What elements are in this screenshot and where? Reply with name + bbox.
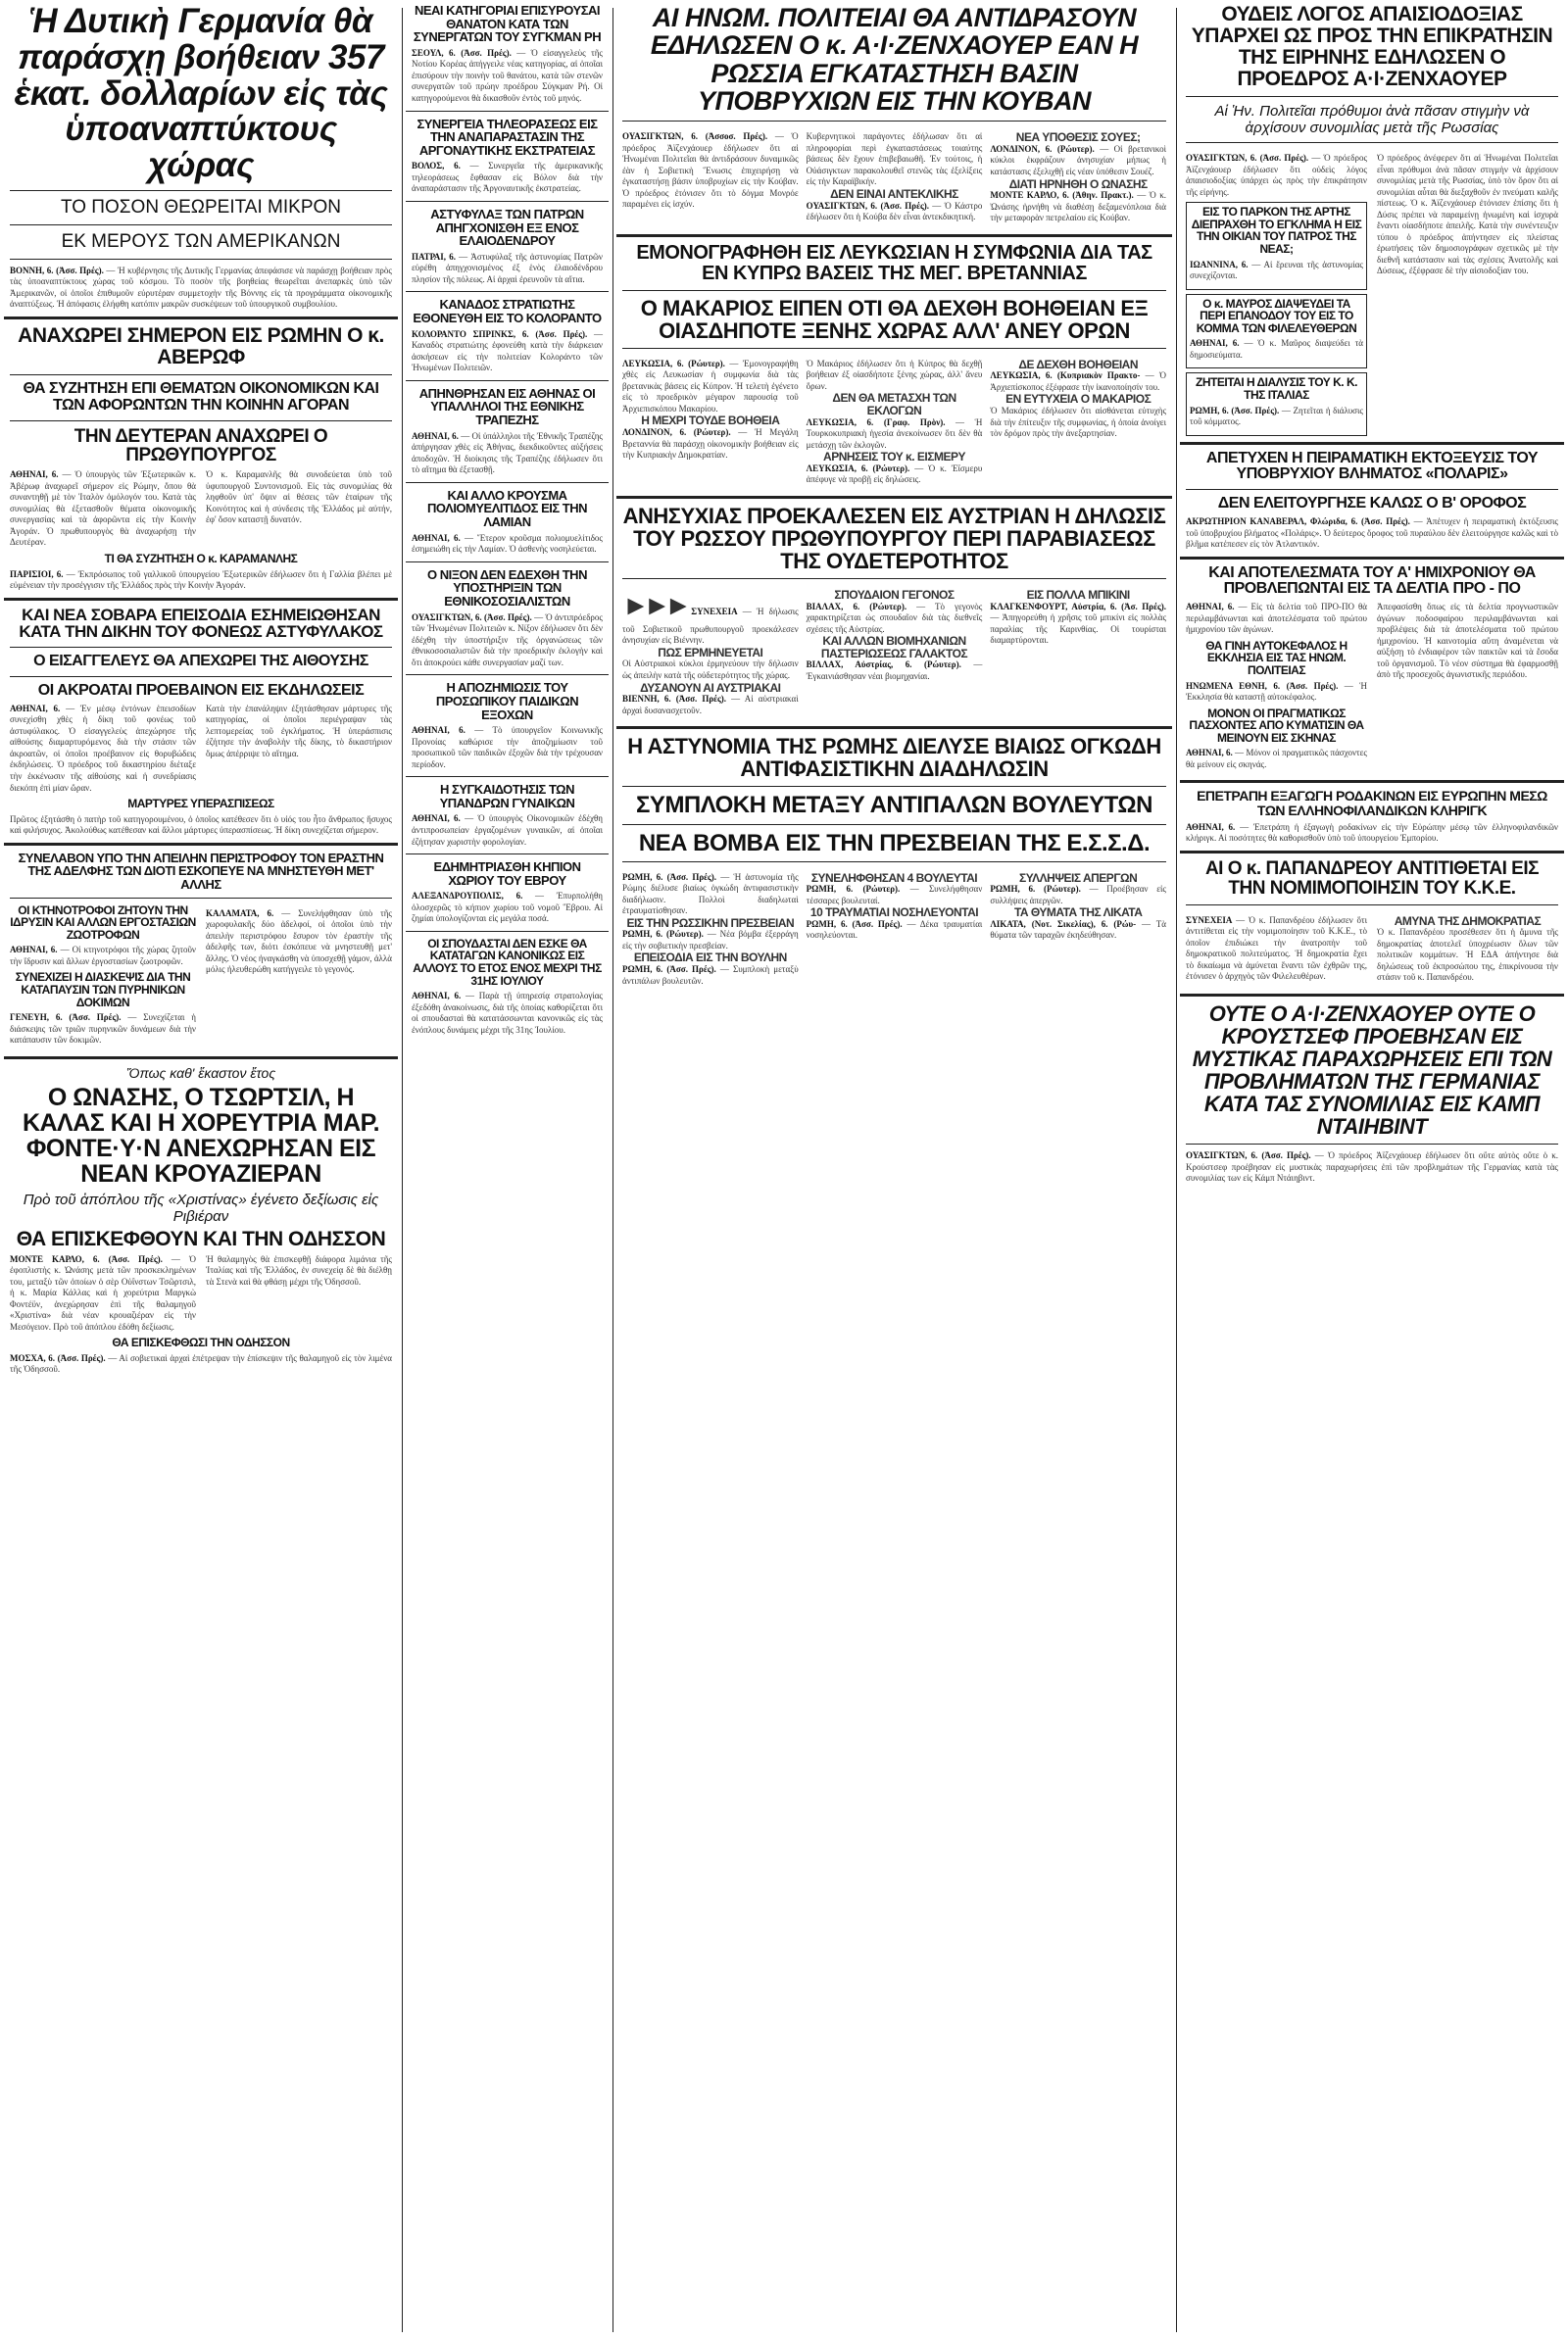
article-body: ΣΥΝΕΛΗΦΘΗΣΑΝ 4 ΒΟΥΛΕΥΤΑΙ ΡΩΜΗ, 6. (Ρώυτερ). — Συνελήφθησαν τέσσαρες βουλευταί. 10 ΤΡΑΥΜΑΤΙΑΙ ΝΟΣΗΛΕΥΟΝΤΑΙ ΡΩΜΗ, 6. (Ἀσσ. Πρές). — Δέκα τραυματίαι νοσηλεύονται. (806, 870, 983, 941)
subheadline: ΤΑ ΘΥΜΑΤΑ ΤΗΣ ΛΙΚΑΤΑ (1013, 905, 1143, 920)
headline-rome-police: Η ΑΣΤΥΝΟΜΙΑ ΤΗΣ ΡΩΜΗΣ ΔΙΕΛΥΣΕ ΒΙΑΙΩΣ ΟΓΚΩΔΗ ΑΝΤΙΦΑΣΙΣΤΙΚΗΝ ΔΙΑΔΗΛΩΣΙΝ (627, 734, 1161, 782)
subheadline: ΣΠΟΥΔΑΙΟΝ ΓΕΓΟΝΟΣ (834, 588, 955, 603)
article-body: ΑΘΗΝΑΙ, 6. — Μόνον οἱ πραγματικῶς πάσχοντες θὰ μείνουν εἰς σκηνάς. (1186, 748, 1367, 769)
headline-seoul: ΝΕΑΙ ΚΑΤΗΓΟΡΙΑΙ ΕΠΙΣΥΡΟΥΣΑΙ ΘΑΝΑΤΟΝ ΚΑΤΑ ΤΩΝ ΣΥΝΕΡΓΑΤΩΝ ΤΟΥ ΣΥΓΚΜΑΝ ΡΗ (413, 3, 602, 45)
article-body: ΑΛΕΞΑΝΔΡΟΥΠΟΛΙΣ, 6. — Ἐπυρπολήθη ὁλοσχερῶς τὸ κήπιον χωρίου τοῦ νομοῦ Ἕβρου. Αἱ ζημίαι ὑπολογίζονται εἰς μεγάλα ποσά. (412, 891, 603, 924)
headline-austria-neutrality: ΑΝΗΣΥΧΙΑΣ ΠΡΟΕΚΑΛΕΣΕΝ ΕΙΣ ΑΥΣΤΡΙΑΝ Η ΔΗΛΩΣΙΣ ΤΟΥ ΡΩΣΣΟΥ ΠΡΩΘΥΠΟΥΡΓΟΥ ΠΕΡΙ ΠΑΡΑΒΙΑΣΕΩΣ ΤΗΣ ΟΥΔΕΤΕΡΟΤΗΤΟΣ (622, 503, 1166, 573)
article-body: ΑΘΗΝΑΙ, 6. — Οἱ ὑπάλληλοι τῆς Ἐθνικῆς Τραπέζης ἀπήργησαν χθὲς εἰς Ἀθήνας, διεκδικοῦντες αὐξήσεις ἀποδοχῶν. Ἡ διοίκησις τῆς Τραπέζης ἐδήλωσεν ὅτι τὸ αἴτημα θὰ ἐξετασθῇ. (412, 430, 604, 475)
subheadline: ΝΕΑ ΒΟΜΒΑ ΕΙΣ ΤΗΝ ΠΡΕΣΒΕΙΑΝ ΤΗΣ Ε.Σ.Σ.Δ. (638, 829, 1151, 856)
headline-evros: ΕΔΗΜΗΤΡΙΑΣΘΗ ΚΗΠΙΟΝ ΧΩΡΙΟΥ ΤΟΥ ΕΒΡΟΥ (433, 859, 581, 888)
headline-arta: ΕΙΣ ΤΟ ΠΑΡΚΟΝ ΤΗΣ ΑΡΤΗΣ ΔΙΕΠΡΑΧΘΗ ΤΟ ΕΓΚΛΗΜΑ Η ΕΙΣ ΤΗΝ ΟΙΚΙΑΝ ΤΟΥ ΠΑΤΡΟΣ ΤΗΣ ΝΕΑΣ; (1191, 205, 1362, 257)
column-3 (616, 0, 1172, 2340)
subheadline: ΔΕΝ ΕΙΝΑΙ ΑΝΤΕΚΛΙΚΗΣ (830, 186, 958, 201)
article-body: ΑΘΗΝΑΙ, 6. — Οἱ κτηνοτρόφοι τῆς χώρας ζητοῦν τὴν ἵδρυσιν καὶ ἄλλων ἐργοστασίων ζωοτροφῶν. (10, 945, 196, 966)
article-body: ΣΥΝΕΧΕΙΑ — Ὁ κ. Παπανδρέου ἐδήλωσεν ὅτι ἀντιτίθεται εἰς τὴν νομιμοποίησιν τοῦ Κ.Κ.Ε., τὸ ὁποῖον ἐπιδιώκει τὴν ἀνατροπὴν τοῦ δημοκρατικοῦ πολιτεύματος. Ἡ δημοκρατία ἔχει τὸ δικαίωμα νὰ ἀμύνεται ἔναντι τῶν ἐχθρῶν της, ἐτόνισεν ὁ ἀρχηγὸς τῶν Φιλελευθέρων. (1186, 914, 1367, 982)
article-body: ΟΥΑΣΙΓΚΤΩΝ, 6. (Ἀσσ. Πρές). — Ὁ πρόεδρος Ἀϊζενχάουερ ἐδήλωσεν ὅτι οὔτε αὐτὸς οὔτε ὁ κ. Κρούστσεφ προέβησαν εἰς μυστικὰς παραχωρήσεις ἐπὶ τῶν προβλημάτων τῆς Γερμανίας κατὰ τὰς συνομιλίας των εἰς Κάμπ Ντάιηβιντ. (1186, 1150, 1559, 1184)
column-rule (1176, 8, 1177, 2332)
article-body: ΡΩΜΗ, 6. (Ἀσσ. Πρές). — Ζητεῖται ἡ διάλυσις τοῦ κόμματος. (1190, 405, 1363, 427)
headline-papandreou: ΑΙ Ο κ. ΠΑΠΑΝΔΡΕΟΥ ΑΝΤΙΤΙΘΕΤΑΙ ΕΙΣ ΤΗΝ ΝΟΜΙΜΟΠΟΙΗΣΙΝ ΤΟΥ Κ.Κ.Ε. (1204, 857, 1540, 899)
column-rule (612, 8, 613, 2332)
subheadline: ΝΕΑ ΥΠΟΘΕΣΙΣ ΣΟΥΕΣ; (1015, 130, 1141, 145)
subheadline: ΣΥΜΠΛΟΚΗ ΜΕΤΑΞΥ ΑΝΤΙΠΑΛΩΝ ΒΟΥΛΕΥΤΩΝ (636, 792, 1152, 819)
headline-peaches: ΕΠΕΤΡΑΠΗ ΕΞΑΓΩΓΗ ΡΟΔΑΚΙΝΩΝ ΕΙΣ ΕΥΡΩΠΗΝ ΜΕΣΩ ΤΩΝ ΕΛΛΗΝΟΦΙΛΑΝΔΙΚΩΝ ΚΛΗΡΙΓΚ (1197, 788, 1547, 819)
headline-bank-strike: ΑΠΗΝΘΡΗΣΑΝ ΕΙΣ ΑΘΗΝΑΣ ΟΙ ΥΠΑΛΛΗΛΟΙ ΤΗΣ ΕΘΝΙΚΗΣ ΤΡΑΠΕΖΗΣ (418, 385, 596, 428)
subheadline: ΘΑ ΕΠΙΣΚΕΦΘΟΥΝ ΚΑΙ ΤΗΝ ΟΔΗΣΣΟΝ (16, 1227, 386, 1250)
subheadline: ΠΩΣ ΕΡΜΗΝΕΥΕΤΑΙ (658, 645, 763, 659)
headline-patras: ΑΣΤΥΦΥΛΑΞ ΤΩΝ ΠΑΤΡΩΝ ΑΠΗΓΧΟΝΙΣΘΗ ΕΞ ΕΝΟΣ ΕΛΑΙΟΔΕΝΔΡΟΥ (430, 206, 584, 249)
article-body: ΡΩΜΗ, 6. (Ἀσσ. Πρές). — Ἡ ἀστυνομία τῆς Ρώμης διέλυσε βιαίως ὀγκώδη ἀντιφασιστικὴν διαδήλωσιν. Πολλοὶ διαδηλωταὶ ἐτραυματίσθησαν. ΕΙΣ ΤΗΝ ΡΩΣΣΙΚΗΝ ΠΡΕΣΒΕΙΑΝ ΡΩΜΗ, 6. (Ρώυτερ). — Νέα βόμβα ἐξερράγη εἰς τὴν σοβιετικὴν πρεσβείαν. ΕΠΕΙΣΟΔΙΑ ΕΙΣ ΤΗΝ ΒΟΥΛΗΝ ΡΩΜΗ, 6. (Ἀσσ. Πρές). — Συμπλοκὴ μεταξὺ ἀντιπάλων βουλευτῶν. (622, 871, 799, 986)
article-body: ΑΘΗΝΑΙ, 6. — Τὸ ὑπουργεῖον Κοινωνικῆς Προνοίας καθώρισε τὴν ἀποζημίωσιν τοῦ προσωπικοῦ τῶν παιδικῶν ἐξοχῶν διὰ τὴν τρέχουσαν περίοδον. (412, 725, 603, 769)
article-body: ΑΚΡΩΤΗΡΙΟΝ ΚΑΝΑΒΕΡΑΛ, Φλώριδα, 6. (Ἀσσ. Πρές). — Ἀπέτυχεν ἡ πειραματικὴ ἐκτόξευσις τοῦ ὑποβρυχίου βλήματος «Πολάρις». Ὁ δεύτερος ὄροφος τοῦ πυραύλου δὲν ἐλειτούργησε καλῶς καὶ τὸ βλῆμα κατέπεσεν εἰς τὸν Ἀτλαντικόν. (1186, 516, 1558, 550)
subheadline: ΣΥΝΕΛΗΦΘΗΣΑΝ 4 ΒΟΥΛΕΥΤΑΙ (810, 870, 978, 885)
headline-earthquake-victims: ΜΟΝΟΝ ΟΙ ΠΡΑΓΜΑΤΙΚΩΣ ΠΑΣΧΟΝΤΕΣ ΑΠΟ ΚΥΜΑΤΙΣΙΝ ΘΑ ΜΕΙΝΟΥΝ ΕΙΣ ΣΚΗΝΑΣ (1189, 706, 1364, 745)
headline-propo: ΚΑΙ ΑΠΟΤΕΛΕΣΜΑΤΑ ΤΟΥ Α' ΗΜΙΧΡΟΝΙΟΥ ΘΑ ΠΡΟΒΛΕΠΩΝΤΑΙ ΕΙΣ ΤΑ ΔΕΛΤΙΑ ΠΡΟ - ΠΟ (1208, 563, 1536, 598)
headline-eisenhower-cuba: ΑΙ ΗΝΩΜ. ΠΟΛΙΤΕΙΑΙ ΘΑ ΑΝΤΙΔΡΑΣΟΥΝ ΕΔΗΛΩΣΕΝ Ο κ. Α·Ι·ΖΕΝΧΑΟΥΕΡ ΕΑΝ Η ΡΩΣΣΙΑ ΕΓΚΑΤΑΣΤΗΣΗ ΒΑΣΙΝ ΥΠΟΒΡΥΧΙΩΝ ΕΙΣ ΤΗΝ ΚΟΥΒΑΝ (650, 3, 1139, 117)
article-body: ΑΘΗΝΑΙ, 6. — Ὁ ὑπουργὸς τῶν Ἐξωτερικῶν κ. Ἀβέρωφ ἀναχωρεῖ σήμερον εἰς Ρώμην, ὅπου θὰ συναντηθῇ μὲ τὸν Ἰταλὸν ὁμόλογόν του. Κατὰ τὰς συνομιλίας θὰ ἐξετασθοῦν θέματα οἰκονομικῆς συνεργασίας καὶ τὰ ἀφορῶντα εἰς τὴν Κοινὴν Ἀγοράν. Ὁ πρωθυπουργὸς θὰ ἀναχωρήσῃ τὴν Δευτέραν. (10, 469, 196, 548)
article-body: ΣΠΟΥΔΑΙΟΝ ΓΕΓΟΝΟΣ ΒΙΑΛΑΧ, 6. (Ρώυτερ). — Τὸ γεγονὸς χαρακτηρίζεται ὡς σπουδαῖον διὰ τὰς διεθνεῖς σχέσεις τῆς Αὐστρίας. ΚΑΙ ΑΛΛΩΝ ΒΙΟΜΗΧΑΝΙΩΝ ΠΑΣΤΕΡΙΩΣΕΩΣ ΓΑΛΑΚΤΟΣ ΒΙΛΛΑΧ, Αὐστρίας, 6. (Ρώυτερ). — Ἐγκαινιάσθησαν νέαι βιομηχανίαι. (806, 588, 983, 681)
article-body: ΚΟΛΟΡΑΝΤΟ ΣΠΡΙΝΚΣ, 6. (Ἀσσ. Πρές). — Καναδὸς στρατιώτης ἐφονεύθη κατὰ τὴν διάρκειαν ἀσκήσεων εἰς τὴν πολιτείαν Κολοράντο τῶν Ἡνωμένων Πολιτειῶν. (412, 328, 603, 373)
subheadline: ΔΕΝ ΕΛΕΙΤΟΥΡΓΗΣΕ ΚΑΛΩΣ Ο Β' ΟΡΟΦΟΣ (1217, 495, 1527, 512)
article-body: ΛΕΥΚΩΣΙΑ, 6. (Ρώυτερ). — Ἐμονογραφήθη χθὲς εἰς Λευκωσίαν ἡ συμφωνία διὰ τὰς βρετανικὰς βάσεις εἰς Κύπρον. Ἡ τελετὴ ἐγένετο εἰς τὸ προεδρικὸν μέγαρον παρουσίᾳ τοῦ Ἀρχιεπισκόπου Μακαρίου. Η ΜΕΧΡΙ ΤΟΥΔΕ ΒΟΗΘΕΙΑ ΛΟΝΔΙΝΟΝ, 6. (Ρώυτερ). — Ἡ Μεγάλη Βρεταννία θὰ παράσχῃ οἰκονομικὴν βοήθειαν εἰς τὴν Κυπριακὴν Δημοκρατίαν. (622, 358, 799, 461)
article-body: ΕΙΣ ΠΟΛΛΑ ΜΠΙΚΙΝΙ ΚΛΑΓΚΕΝΦΟΥΡΤ, Αὐστρία, 6. (Ἀσ. Πρές). — Ἀπηγορεύθη ἡ χρῆσις τοῦ μπικίνι εἰς πολλὰς παραλίας τῆς Καρινθίας. Οἱ τουρίσται διαμαρτύρονται. (990, 588, 1167, 646)
headline-married-women: Η ΣΥΓΚΑΙΔΟΤΗΣΙΣ ΤΩΝ ΥΠΑΝΔΡΩΝ ΓΥΝΑΙΚΩΝ (439, 782, 575, 810)
subheadline: ΕΝ ΕΥΤΥΧΕΙΑ Ο ΜΑΚΑΡΙΟΣ (1005, 392, 1152, 407)
headline-averof: ΑΝΑΧΩΡΕΙ ΣΗΜΕΡΟΝ ΕΙΣ ΡΩΜΗΝ Ο κ. ΑΒΕΡΩΦ (18, 323, 384, 368)
subheadline: ΣΥΛΛΗΨΕΙΣ ΑΠΕΡΓΩΝ (1019, 870, 1138, 885)
article-body: ΒΟΝΝΗ, 6. (Ἀσσ. Πρές). — Ἡ κυβέρνησις τῆς Δυτικῆς Γερμανίας ἀπεφάσισε νὰ παράσχῃ βοήθειαν πρὸς τὰς ὑποαναπτύκτους χώρας τοῦ κόσμου. Τὸ ποσὸν τῆς βοηθείας θεωρεῖται ἀνεπαρκὲς ὑπὸ τῶν Ἀμερικανῶν, οἱ ὁποῖοι ἐπιθυμοῦν εὐρυτέραν συμμετοχὴν τῆς Βόννης εἰς τὰ προγράμματα οἰκονομικῆς ἀναπτύξεως. Ἡ ἀπόφασις ἐλήφθη κατόπιν μακρῶν συσκέψεων τοῦ ὑπουργικοῦ συμβουλίου. (10, 265, 392, 310)
subheadline: ΔΙΑΤΙ ΗΡΝΗΘΗ Ο ΩΝΑΣΗΣ (1008, 176, 1148, 191)
article-body: Ὁ κ. Καραμανλῆς θὰ συνοδεύεται ὑπὸ τοῦ ὑφυπουργοῦ Συντονισμοῦ. Εἰς τὰς συνομιλίας θὰ ληφθοῦν ὑπ' ὄψιν αἱ θέσεις τῶν ἑταίρων τῆς Κοινότητος καὶ ἡ σύνδεσις τῆς Ἑλλάδος μὲ αὐτήν, ἐφ' ὅσον καταστῇ δυνατόν. (206, 469, 392, 525)
headline-students: ΟΙ ΣΠΟΥΔΑΣΤΑΙ ΔΕΝ ΕΣΚΕ ΘΑ ΚΑΤΑΤΑΓΩΝ ΚΑΝΟΝΙΚΩΣ ΕΙΣ ΑΛΛΟΥΣ ΤΟ ΕΤΟΣ ΕΝΟΣ ΜΕΧΡΙ ΤΗΣ 31ΗΣ ΙΟΥΛΙΟΥ (413, 936, 602, 988)
subheadline: ΟΙ ΚΤΗΝΟΤΡΟΦΟΙ ΖΗΤΟΥΝ ΤΗΝ ΙΔΡΥΣΙΝ ΚΑΙ ΑΛΛΩΝ ΕΡΓΟΣΤΑΣΙΩΝ ΖΩΟΤΡΟΦΩΝ (10, 902, 196, 942)
article-body: ΑΘΗΝΑΙ, 6. — Ἕτερον κροῦσμα πολιομυελίτιδος ἐσημειώθη εἰς τὴν Λαμίαν. Ὁ ἀσθενὴς νοσηλεύεται. (412, 532, 603, 555)
subheadline: Πρὸ τοῦ ἀπόπλου τῆς «Χριστίνας» ἐγένετο δεξίωσις εἰς Ριβιέραν (23, 1191, 379, 1225)
article-body: ►►► ΣΥΝΕΧΕΙΑ — Ἡ δήλωσις τοῦ Σοβιετικοῦ πρωθυπουργοῦ προεκάλεσεν ἀνησυχίαν εἰς Βιέννην. ΠΩΣ ΕΡΜΗΝΕΥΕΤΑΙ Οἱ Αὐστριακοὶ κύκλοι ἑρμηνεύουν τὴν δήλωσιν ὡς ἀπειλὴν κατὰ τῆς οὐδετερότητος τῆς χώρας. ΔΥΣΑΝΟΥΝ ΑΙ ΑΥΣΤΡΙΑΚΑΙ ΒΙΕΝΝΗ, 6. (Ἀσσ. Πρές). — Αἱ αὐστριακαὶ ἀρχαὶ δυσανασχετοῦν. (622, 591, 799, 715)
headline-arrest: ΣΥΝΕΛΑΒΟΝ ΥΠΟ ΤΗΝ ΑΠΕΙΛΗΝ ΠΕΡΙΣΤΡΟΦΟΥ ΤΟΝ ΕΡΑΣΤΗΝ ΤΗΣ ΑΔΕΛΦΗΣ ΤΩΝ ΔΙΟΤΙ ΕΣΚΟΠΕΥΕ ΝΑ ΜΝΗΣΤΕΥΘΗ ΜΕΤ' ΑΛΛΗΣ (18, 850, 384, 892)
article-body: Πρῶτος ἐξητάσθη ὁ πατὴρ τοῦ κατηγορουμένου, ὁ ὁποῖος κατέθεσεν ὅτι ὁ υἱός του ἦτο ἄνθρωπος ἥσυχος καὶ φιλήσυχος. Ἀκολούθως κατέθεσαν καὶ ἄλλοι μάρτυρες ὑπερασπίσεως. Ἡ δίκη συνεχίζεται σήμερον. (10, 813, 392, 836)
headline-tv-crew: ΣΥΝΕΡΓΕΙΑ ΤΗΛΕΟΡΑΣΕΩΣ ΕΙΣ ΤΗΝ ΑΝΑΠΑΡΑΣΤΑΣΙΝ ΤΗΣ ΑΡΓΟΝΑΥΤΙΚΗΣ ΕΚΣΤΡΑΤΕΙΑΣ (416, 116, 598, 158)
subheadline: Αἱ Ἡν. Πολιτεῖαι πρόθυμοι ἀνὰ πᾶσαν στιγμὴν νὰ ἀρχίσουν συνομιλίας μετὰ τῆς Ρωσσίας (1214, 103, 1530, 137)
subheadline: ΣΥΝΕΧΙΖΕΙ Η ΔΙΑΣΚΕΨΙΣ ΔΙΑ ΤΗΝ ΚΑΤΑΠΑΥΣΙΝ ΤΩΝ ΠΥΡΗΝΙΚΩΝ ΔΟΚΙΜΩΝ (15, 970, 191, 1009)
headline-italy-cp: ΖΗΤΕΙΤΑΙ Η ΔΙΑΛΥΣΙΣ ΤΟΥ Κ. Κ. ΤΗΣ ΙΤΑΛΙΑΣ (1196, 375, 1357, 403)
column-2 (406, 0, 609, 2340)
subheadline: ΕΠΕΙΣΟΔΙΑ ΕΙΣ ΤΗΝ ΒΟΥΛΗΝ (633, 951, 787, 965)
headline-germany-aid: Ἡ Δυτικὴ Γερμανία θὰ παράσχῃ βοήθειαν 357 ἑκατ. δολλαρίων εἰς τὰς ὑποαναπτύκτους χώρας (14, 2, 388, 184)
subheadline: ΑΡΝΗΣΕΙΣ ΤΟΥ κ. ΕΙΣΜΕΡΥ (823, 450, 965, 464)
subheadline: Ο ΕΙΣΑΓΓΕΛΕΥΣ ΘΑ ΑΠΕΧΩΡΕΙ ΤΗΣ ΑΙΘΟΥΣΗΣ (33, 653, 368, 670)
article-body: ΜΟΝΤΕ ΚΑΡΛΟ, 6. (Ἀσσ. Πρές). — Ὁ ἐφοπλιστὴς κ. Ὠνάσης μετὰ τῶν προσκεκλημένων του, μεταξὺ τῶν ὁποίων ὁ σὲρ Οὐΐνστων Τσῶρτσιλ, ἡ κ. Μαρία Κάλλας καὶ ἡ χορεύτρια Μαργκὼ Φοντέϋν, ἀνεχώρησαν ἐπὶ τῆς θαλαμηγοῦ «Χριστίνα» διὰ νέαν κρουαζιέραν εἰς τὴν Μεσόγειον. Πρὸ τοῦ ἀπόπλου ἐδόθη δεξίωσις. (10, 1253, 196, 1332)
article-body: Κυβερνητικοὶ παράγοντες ἐδήλωσαν ὅτι αἱ πληροφορίαι περὶ ἐγκαταστάσεως τοιαύτης βάσεως δὲν ἔχουν ἐπιβεβαιωθῆ. Ἐν τούτοις, ἡ Οὐάσιγκτων παρακολουθεῖ στενῶς τὰς ἐξελίξεις εἰς τὴν Καραϊβικήν. ΔΕΝ ΕΙΝΑΙ ΑΝΤΕΚΛΙΚΗΣ ΟΥΑΣΙΓΚΤΩΝ, 6. (Ἀσσ. Πρές). — Ὁ Κάστρο ἐδήλωσεν ὅτι ἡ Κούβα δὲν εἶναι ἀντεκδικητική. (806, 131, 983, 222)
headline-trial: ΚΑΙ ΝΕΑ ΣΟΒΑΡΑ ΕΠΕΙΣΟΔΙΑ ΕΣΗΜΕΙΩΘΗΣΑΝ ΚΑΤΑ ΤΗΝ ΔΙΚΗΝ ΤΟΥ ΦΟΝΕΩΣ ΑΣΤΥΦΥΛΑΚΟΣ (19, 605, 383, 642)
headline-camps: Η ΑΠΟΖΗΜΙΩΣΙΣ ΤΟΥ ΠΡΟΣΩΠΙΚΟΥ ΠΑΙΔΙΚΩΝ ΕΞΟΧΩΝ (435, 680, 579, 722)
subheadline: Η ΜΕΧΡΙ ΤΟΥΔΕ ΒΟΗΘΕΙΑ (641, 414, 780, 428)
article-body: Ὁ Μακάριος ἐδήλωσεν ὅτι ἡ Κύπρος θὰ δεχθῇ βοήθειαν ἐξ οἱασδήποτε ξένης χώρας, ἀλλ' ἄνευ ὅρων. ΔΕΝ ΘΑ ΜΕΤΑΣΧΗ ΤΩΝ ΕΚΛΟΓΩΝ ΛΕΥΚΩΣΙΑ, 6. (Γραφ. Πρὸν). — Ἡ Τουρκοκυπριακὴ ἡγεσία ἀνεκοίνωσεν ὅτι δὲν θὰ μετάσχῃ τῶν ἐκλογῶν. ΑΡΝΗΣΕΙΣ ΤΟΥ κ. ΕΙΣΜΕΡΥ ΛΕΥΚΩΣΙΑ, 6. (Ρώυτερ). — Ὁ κ. Ἐΐσμερυ ἀπέφυγε νὰ προβῇ εἰς δηλώσεις. (806, 358, 983, 485)
subheadline: ΘΑ ΣΥΖΗΤΗΣΗ ΕΠΙ ΘΕΜΑΤΩΝ ΟΙΚΟΝΟΜΙΚΩΝ ΚΑΙ ΤΩΝ ΑΦΟΡΩΝΤΩΝ ΤΗΝ ΚΟΙΝΗΝ ΑΓΟΡΑΝ (23, 379, 379, 414)
kicker: Ὅπως καθ' ἕκαστον ἔτος (125, 1064, 276, 1081)
subheadline: ΔΕ ΔΕΧΘΗ ΒΟΗΘΕΙΑΝ (1018, 357, 1138, 371)
article-body: ΗΝΩΜΕΝΑ ΕΘΝΗ, 6. (Ἀσσ. Πρές). — Ἡ Ἐκκλησία θὰ καταστῇ αὐτοκέφαλος. (1186, 680, 1367, 703)
subheadline: ΕΙΣ ΤΗΝ ΡΩΣΣΙΚΗΝ ΠΡΕΣΒΕΙΑΝ (626, 915, 795, 930)
subheadline: ΘΑ ΕΠΙΣΚΕΦΘΩΣΙ ΤΗΝ ΟΔΗΣΣΟΝ (112, 1336, 290, 1350)
subheadline: ΤΙ ΘΑ ΣΥΖΗΤΗΣΗ Ο κ. ΚΑΡΑΜΑΝΛΗΣ (104, 551, 298, 565)
subheadline: ΑΜΥΝΑ ΤΗΣ ΔΗΜΟΚΡΑΤΙΑΣ (1394, 913, 1542, 928)
article-body: ΣΕΟΥΛ, 6. (Ἀσσ. Πρές). — Ὁ εἰσαγγελεὺς τῆς Νοτίου Κορέας ἀπήγγειλε νέας κατηγορίας, αἱ ὁποῖαι ἐπισύρουν τὴν ποινὴν τοῦ θανάτου, κατὰ τῶν στενῶν συνεργατῶν τοῦ πρώην προέδρου Σύγκμαν Ρή. Οἱ κατηγορούμενοι θὰ δικασθοῦν ἐντὸς τοῦ μηνός. (412, 47, 603, 103)
article-body: ΑΘΗΝΑΙ, 6. — Ὁ ὑπουργὸς Οἰκονομικῶν ἐδέχθη ἀντιπροσωπείαν ἐργαζομένων γυναικῶν, αἱ ὁποῖαι ἐζήτησαν χωριστὴν φορολογίαν. (412, 813, 603, 847)
headline-mavros: Ο κ. ΜΑΥΡΟΣ ΔΙΑΨΕΥΔΕΙ ΤΑ ΠΕΡΙ ΕΠΑΝΟΔΟΥ ΤΟΥ ΕΙΣ ΤΟ ΚΟΜΜΑ ΤΩΝ ΦΙΛΕΛΕΥΘΕΡΩΝ (1196, 296, 1357, 335)
subheadline: ΔΥΣΑΝΟΥΝ ΑΙ ΑΥΣΤΡΙΑΚΑΙ (640, 680, 781, 695)
article-body: ΑΘΗΝΑΙ, 6. — Ἐν μέσῳ ἐντόνων ἐπεισοδίων συνεχίσθη χθὲς ἡ δίκη τοῦ φονέως τοῦ ἀστυφύλακος. Ὁ εἰσαγγελεὺς ἀπεχώρησε τῆς αἰθούσης διαμαρτυρόμενος διὰ τὴν στάσιν τῶν ἀκροατῶν, οἱ ὁποῖοι προέβαινον εἰς θορυβώδεις ἐκδηλώσεις. Ὁ πρόεδρος τοῦ δικαστηρίου διέταξε τὴν ἐκκένωσιν τῆς αἰθούσης καὶ ἡ συνεδρίασις διεκόπη ἐπὶ μίαν ὥραν. (10, 703, 196, 793)
article-body: ΠΑΡΙΣΙΟΙ, 6. — Ἐκπρόσωπος τοῦ γαλλικοῦ ὑπουργείου Ἐξωτερικῶν ἐδήλωσεν ὅτι ἡ Γαλλία βλέπει μὲ εὐμένειαν τὴν προσέγγισιν τῆς Ἑλλάδος πρὸς τὴν Κοινὴν Ἀγοράν. (10, 568, 393, 591)
article-body: ΟΥΑΣΙΓΚΤΩΝ, 6. (Ἀσσοσ. Πρές). — Ὁ πρόεδρος Ἀϊζενχάουερ ἐδήλωσεν ὅτι αἱ Ἡνωμέναι Πολιτεῖαι θὰ ἀντιδράσουν δυναμικῶς ἐὰν ἡ Σοβιετικὴ Ἕνωσις ἐπιχειρήσῃ νὰ ἐγκαταστήσῃ βάσιν ὑποβρυχίων εἰς τὴν Κούβαν. Ὁ πρόεδρος ἐτόνισεν ὅτι τὸ δόγμα Μονρόε παραμένει εἰς ἰσχύν. (622, 131, 799, 210)
subheadline: ΔΕΝ ΘΑ ΜΕΤΑΣΧΗ ΤΩΝ ΕΚΛΟΓΩΝ (832, 391, 956, 417)
subheadline: ΚΑΙ ΑΛΛΩΝ ΒΙΟΜΗΧΑΝΙΩΝ ΠΑΣΤΕΡΙΩΣΕΩΣ ΓΑΛΑΚΤΟΣ (820, 634, 968, 660)
column-4 (1180, 0, 1564, 2340)
subheadline: ΟΙ ΑΚΡΟΑΤΑΙ ΠΡΟΕΒΑΙΝΟΝ ΕΙΣ ΕΚΔΗΛΩΣΕΙΣ (37, 682, 365, 700)
subheadline: ΕΚ ΜΕΡΟΥΣ ΤΩΝ ΑΜΕΡΙΚΑΝΩΝ (61, 230, 341, 252)
article-body: ΟΥΑΣΙΓΚΤΩΝ, 6. (Ἀσσ. Πρές). — Ὁ ἀντιπρόεδρος τῶν Ἡνωμένων Πολιτειῶν κ. Νίξον ἐδήλωσεν ὅτι δὲν ἐδέχθη τὴν ὑποστήριξιν τῆς ὀργανώσεως τῶν ἐθνικοσοσιαλιστῶν διὰ τὴν προεδρικὴν ἐκλογὴν καὶ ὅτι ἀποκρούει κάθε συνεργασίαν μαζί των. (412, 611, 603, 667)
article-body: ΓΕΝΕΥΗ, 6. (Ἀσσ. Πρές). — Συνεχίζεται ἡ διάσκεψις τῶν τριῶν πυρηνικῶν δυνάμεων διὰ τὴν κατάπαυσιν τῶν δοκιμῶν. (10, 1012, 196, 1046)
subheadline: ΕΙΣ ΠΟΛΛΑ ΜΠΙΚΙΝΙ (1026, 588, 1130, 603)
article-body: Κατὰ τὴν ἐπανάληψιν ἐξητάσθησαν μάρτυρες τῆς κατηγορίας, οἱ ὁποῖοι περιέγραψαν τὰς λεπτομερείας τοῦ ἐγκλήματος. Ἡ ὑπεράσπισις ἐζήτησε τὴν ἀναβολὴν τῆς δίκης, τὸ δικαστήριον ὅμως ἀπέρριψε τὸ αἴτημα. (206, 703, 392, 758)
headline-church: ΘΑ ΓΙΝΗ ΑΥΤΟΚΕΦΑΛΟΣ Η ΕΚΚΛΗΣΙΑ ΕΙΣ ΤΑΣ ΗΝΩΜ. ΠΟΛΙΤΕΙΑΣ (1205, 638, 1348, 677)
article-body: Ὁ πρόεδρος ἀνέφερεν ὅτι αἱ Ἡνωμέναι Πολιτεῖαι εἶναι πρόθυμοι ἀνὰ πᾶσαν στιγμὴν νὰ ἀρχίσουν συνομιλίας μετὰ τῆς Ρωσσίας, ὑπὸ τὸν ὅρον ὅτι αἱ συνομιλίαι αὗται θὰ διεξαχθοῦν ἐν πνεύματι καλῆς πίστεως. Ὁ κ. Ἀϊζενχάουερ ἐτόνισεν ἐπίσης ὅτι ἡ Δύσις πρέπει νὰ παραμείνῃ ἡνωμένη καὶ ἰσχυρὰ ἔναντι οἱασδήποτε ἀπειλῆς. Κατὰ τὴν συνέντευξιν τύπου ὁ πρόεδρος ἀπήντησεν εἰς πλείστας ἐρωτήσεις τῶν δημοσιογράφων σχετικῶς μὲ τὴν διεθνῆ κατάστασιν καὶ τὰς σχέσεις Ἀνατολῆς καὶ Δύσεως, ἐξέφρασε δὲ τὴν αἰσιοδοξίαν του. (1377, 153, 1558, 276)
arrows-icon: ►►► (622, 591, 687, 622)
subheadline: ΜΑΡΤΥΡΕΣ ΥΠΕΡΑΣΠΙΣΕΩΣ (127, 797, 274, 811)
article-body: ΒΟΛΟΣ, 6. — Συνεργεῖα τῆς ἀμερικανικῆς τηλεοράσεως ἔφθασαν εἰς Βόλον διὰ τὴν ἀναπαράστασιν τῆς Ἀργοναυτικῆς ἐκστρατείας. (412, 161, 603, 194)
subheadline: ΤΗΝ ΔΕΥΤΕΡΑΝ ΑΝΑΧΩΡΕΙ Ο ΠΡΩΘΥΠΟΥΡΓΟΣ (74, 425, 328, 466)
headline-colorado: ΚΑΝΑΔΟΣ ΣΤΡΑΤΙΩΤΗΣ ΕΘΟΝΕΥΘΗ ΕΙΣ ΤΟ ΚΟΛΟΡΑΝΤΟ (413, 297, 602, 326)
article-body: ΑΘΗΝΑΙ, 6. — Ἐπετράπη ἡ ἐξαγωγὴ ροδακίνων εἰς τὴν Εὐρώπην μέσῳ τῶν ἑλληνοφιλανδικῶν κλήριγκ. Αἱ ποσότητες θὰ καθορισθοῦν ὑπὸ τοῦ ὑπουργείου Ἐμπορίου. (1186, 821, 1558, 844)
article-body: ΑΘΗΝΑΙ, 6. — Εἰς τὰ δελτία τοῦ ΠΡΟ-ΠΟ θὰ περιλαμβάνωνται καὶ ἀποτελέσματα τοῦ πρώτου ἡμιχρονίου τῶν ἀγώνων. (1186, 602, 1367, 635)
article-body: ΟΥΑΣΙΓΚΤΩΝ, 6. (Ἀσσ. Πρές). — Ὁ πρόεδρος Ἀϊζενχάουερ ἐδήλωσεν ὅτι οὐδεὶς λόγος ἀπαισιοδοξίας ὑπάρχει ὡς πρὸς τὴν ἐπικράτησιν τῆς εἰρήνης. (1186, 153, 1368, 197)
article-body: ΙΩΑΝΝΙΝΑ, 6. — Αἱ ἔρευναι τῆς ἀστυνομίας συνεχίζονται. (1190, 259, 1363, 281)
headline-camp-david: ΟΥΤΕ Ο Α·Ι·ΖΕΝΧΑΟΥΕΡ ΟΥΤΕ Ο ΚΡΟΥΣΤΣΕΦ ΠΡΟΕΒΗΣΑΝ ΕΙΣ ΜΥΣΤΙΚΑΣ ΠΑΡΑΧΩΡΗΣΕΙΣ ΕΠΙ ΤΩΝ ΠΡΟΒΛΗΜΑΤΩΝ ΤΗΣ ΓΕΡΜΑΝΙΑΣ ΚΑΤΑ ΤΑΣ ΣΥΝΟΜΙΛΙΑΣ ΕΙΣ ΚΑΜΠ ΝΤΑΙΗΒΙΝΤ (1192, 1000, 1552, 1140)
column-1 (4, 0, 398, 2340)
headline-makarios: Ο ΜΑΚΑΡΙΟΣ ΕΙΠΕΝ ΟΤΙ ΘΑ ΔΕΧΘΗ ΒΟΗΘΕΙΑΝ ΕΞ ΟΙΑΣΔΗΠΟΤΕ ΞΕΝΗΣ ΧΩΡΑΣ ΑΛΛ' ΑΝΕΥ ΟΡΩΝ (640, 295, 1149, 343)
subheadline: 10 ΤΡΑΥΜΑΤΙΑΙ ΝΟΣΗΛΕΥΟΝΤΑΙ (809, 905, 979, 920)
article-body: ΑΘΗΝΑΙ, 6. — Ὁ κ. Μαῦρος διαψεύδει τὰ δημοσιεύματα. (1190, 338, 1364, 360)
article-body: ΜΟΣΧΑ, 6. (Ἀσσ. Πρές). — Αἱ σοβιετικαὶ ἀρχαὶ ἐπέτρεψαν τὴν ἐπίσκεψιν τῆς θαλαμηγοῦ εἰς τὸν λιμένα τῆς Ὀδησσοῦ. (10, 1352, 393, 1375)
headline-polaris: ΑΠΕΤΥΧΕΝ Η ΠΕΙΡΑΜΑΤΙΚΗ ΕΚΤΟΞΕΥΣΙΣ ΤΟΥ ΥΠΟΒΡΥΧΙΟΥ ΒΛΗΜΑΤΟΣ «ΠΟΛΑΡΙΣ» (1205, 449, 1539, 483)
column-rule (402, 8, 403, 2332)
article-body: ΔΕ ΔΕΧΘΗ ΒΟΗΘΕΙΑΝ ΛΕΥΚΩΣΙΑ, 6. (Κυπριακὸν Πρακτο- — Ὁ Ἀρχιεπίσκοπος ἐξέφρασε τὴν ἱκανοποίησίν του. ΕΝ ΕΥΤΥΧΕΙΑ Ο ΜΑΚΑΡΙΟΣ Ὁ Μακάριος ἐδήλωσεν ὅτι αἰσθάνεται εὐτυχὴς διὰ τὴν ἐπίτευξιν τῆς συμφωνίας, ἡ ὁποία ἀνοίγει τὸν δρόμον πρὸς τὴν ἀνεξαρτησίαν. (990, 357, 1167, 439)
subheadline: ΤΟ ΠΟΣΟΝ ΘΕΩΡΕΙΤΑΙ ΜΙΚΡΟΝ (60, 196, 341, 218)
headline-peace: ΟΥΔΕΙΣ ΛΟΓΟΣ ΑΠΑΙΣΙΟΔΟΞΙΑΣ ΥΠΑΡΧΕΙ ΩΣ ΠΡΟΣ ΤΗΝ ΕΠΙΚΡΑΤΗΣΙΝ ΤΗΣ ΕΙΡΗΝΗΣ ΕΔΗΛΩΣΕΝ Ο ΠΡΟΕΔΡΟΣ Α·Ι·ΖΕΝΧΑΟΥΕΡ (1191, 3, 1553, 91)
article-body: Ἡ θαλαμηγὸς θὰ ἐπισκεφθῇ διάφορα λιμάνια τῆς Ἰταλίας καὶ τῆς Ἑλλάδος, ἐν συνεχείᾳ δὲ θὰ διέλθῃ τὰ Στενὰ καὶ θὰ φθάσῃ μέχρι τῆς Ὀδησσοῦ. (206, 1253, 392, 1287)
article-body: ΠΑΤΡΑΙ, 6. — Ἀστυφύλαξ τῆς ἀστυνομίας Πατρῶν εὑρέθη ἀπηγχονισμένος ἐξ ἑνὸς ἐλαιοδένδρου πλησίον τῆς πόλεως. Αἱ ἀρχαὶ ἐρευνοῦν τὰ αἴτια. (412, 251, 604, 284)
article-body: Ἀπεφασίσθη ὅπως εἰς τὰ δελτία προγνωστικῶν ἀγώνων ποδοσφαίρου περιλαμβάνωνται καὶ προβλέψεις διὰ τὰ ἀποτελέσματα τοῦ πρώτου ἡμιχρονίου. Ἡ καινοτομία αὕτη ἀναμένεται νὰ αὐξήσῃ τὸ ἐνδιαφέρον τῶν παικτῶν καὶ τὰ ἔσοδα τοῦ ὀργανισμοῦ. Τὸ νέον σύστημα θὰ ἐφαρμοσθῇ ἀπὸ τῆς προσεχοῦς ἀγωνιστικῆς περιόδου. (1377, 602, 1558, 680)
headline-onassis-cruise: Ο ΩΝΑΣΗΣ, Ο ΤΣΩΡΤΣΙΛ, Η ΚΑΛΑΣ ΚΑΙ Η ΧΟΡΕΥΤΡΙΑ ΜΑΡ. ΦΟΝΤΕ·Υ·Ν ΑΝΕΧΩΡΗΣΑΝ ΕΙΣ ΝΕΑΝ ΚΡΟΥΑΖΙΕΡΑΝ (22, 1083, 380, 1189)
article-body: ΚΑΛΑΜΑΤΑ, 6. — Συνελήφθησαν ὑπὸ τῆς χωροφυλακῆς δύο ἀδελφοί, οἱ ὁποῖοι ὑπὸ τὴν ἀπειλὴν περιστρόφου ἔσυρον τὸν ἐραστὴν τῆς ἀδελφῆς των, διότι ἐσκόπευε νὰ μνηστευθῇ μετ' ἄλλης. Ὁ νέος ἠναγκάσθη νὰ ὑποσχεθῇ γάμον, ἀλλὰ μόλις ἠλευθερώθη κατήγγειλε τὸ γεγονός. (206, 907, 392, 975)
article-body: ΑΜΥΝΑ ΤΗΣ ΔΗΜΟΚΡΑΤΙΑΣ Ὁ κ. Παπανδρέου προσέθεσεν ὅτι ἡ ἄμυνα τῆς δημοκρατίας ἀποτελεῖ ὑποχρέωσιν ὅλων τῶν πολιτικῶν κομμάτων. Ἡ ΕΔΑ ἀπήντησε διὰ δηλώσεως τοῦ ἐκπροσώπου της, ἐπικρίνουσα τὴν στάσιν τοῦ κ. Παπανδρέου. (1377, 913, 1558, 983)
article-body: ΣΥΛΛΗΨΕΙΣ ΑΠΕΡΓΩΝ ΡΩΜΗ, 6. (Ρώυτερ). — Προέβησαν εἰς συλλήψεις ἀπεργῶν. ΤΑ ΘΥΜΑΤΑ ΤΗΣ ΛΙΚΑΤΑ ΛΙΚΑΤΑ, (Νοτ. Σικελίας), 6. (Ρώυ- — Τὰ θύματα τῶν ταραχῶν ἐκηδεύθησαν. (990, 870, 1167, 941)
headline-polio: ΚΑΙ ΑΛΛΟ ΚΡΟΥΣΜΑ ΠΟΛΙΟΜΥΕΛΙΤΙΔΟΣ ΕΙΣ ΤΗΝ ΛΑΜΙΑΝ (427, 487, 587, 530)
headline-nixon: Ο ΝΙΞΟΝ ΔΕΝ ΕΔΕΧΘΗ ΤΗΝ ΥΠΟΣΤΗΡΙΞΙΝ ΤΩΝ ΕΘΝΙΚΟΣΟΣΙΑΛΙΣΤΩΝ (427, 566, 587, 609)
article-body: ΑΘΗΝΑΙ, 6. — Παρὰ τῇ ὑπηρεσίᾳ στρατολογίας ἐξεδόθη ἀνακοίνωσις, διὰ τῆς ὁποίας καθορίζεται ὅτι οἱ σπουδασταὶ θὰ κατατάσσωνται κανονικῶς εἰς τὰς ἐνόπλους δυνάμεις μέχρι τῆς 31ης Ἰουλίου. (412, 991, 604, 1035)
article-body: ΝΕΑ ΥΠΟΘΕΣΙΣ ΣΟΥΕΣ; ΛΟΝΔΙΝΟΝ, 6. (Ρώυτερ). — Οἱ βρετανικοὶ κύκλοι ἐκφράζουν ἀνησυχίαν μήπως ἡ κατάστασις ἐξελιχθῇ εἰς νέαν ὑπόθεσιν Σουέζ. ΔΙΑΤΙ ΗΡΝΗΘΗ Ο ΩΝΑΣΗΣ ΜΟΝΤΕ ΚΑΡΛΟ, 6. (Ἀθην. Πρακτ.). — Ὁ κ. Ὠνάσης ἠρνήθη νὰ διαθέσῃ δεξαμενόπλοια διὰ τὴν μεταφορὰν πετρελαίου εἰς Κούβαν. (990, 130, 1167, 223)
headline-cyprus-bases: ΕΜΟΝΟΓΡΑΦΗΘΗ ΕΙΣ ΛΕΥΚΩΣΙΑΝ Η ΣΥΜΦΩΝΙΑ ΔΙΑ ΤΑΣ ΕΝ ΚΥΠΡΩ ΒΑΣΕΙΣ ΤΗΣ ΜΕΓ. ΒΡΕΤΑΝΝΙΑΣ (636, 241, 1152, 284)
